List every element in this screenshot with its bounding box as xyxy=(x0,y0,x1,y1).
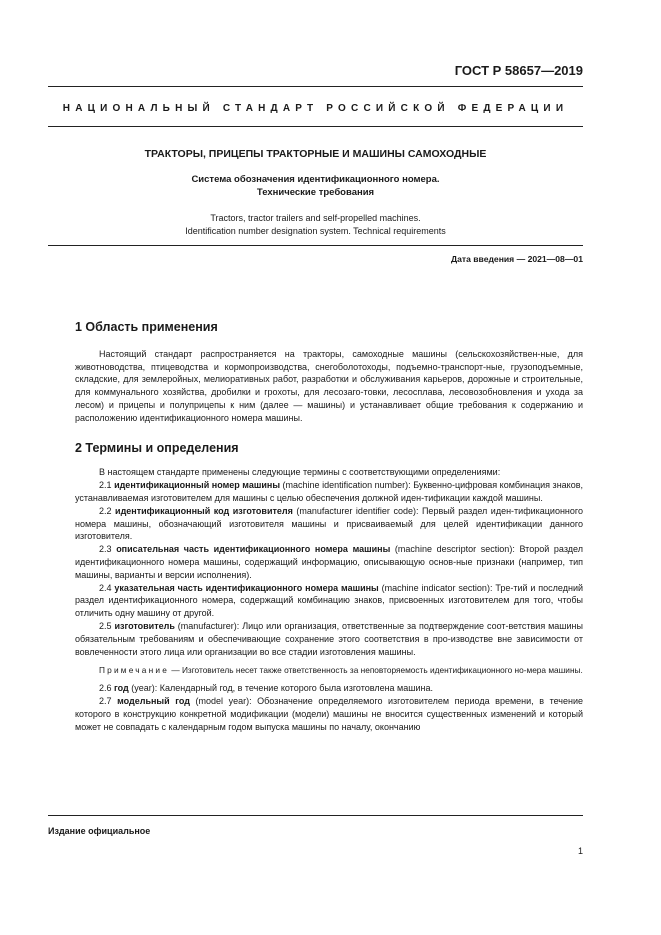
subtitle-line-2: Технические требования xyxy=(256,187,375,198)
term-number: 2.5 xyxy=(99,620,112,631)
term-name: идентификационный код изготовителя xyxy=(115,505,293,516)
section-1-text: Настоящий стандарт распространяется на тракторы, самоходные машины (сельскохозяйствен-ные, для животноводства, птицеводства и кормопроизводства, снегоболотоходы, подъемно-транспорт-ные, грузоподъемные, складские, для землеройных, мелиоративных работ, разработки и обслуживания карьеров, дорожные и строительные, для коммунального хозяйства, дробилки и грохоты, для лесозаго-товки, лесосплава, лесовозобновления и ухода за лесом) и прицепы и полуприцепы к ним (далее — машины) и устанавливает общие требования к содержанию и расположению идентификационного номера машины. xyxy=(75,348,583,423)
title-rule xyxy=(48,126,583,127)
document-title: ТРАКТОРЫ, ПРИЦЕПЫ ТРАКТОРНЫЕ И МАШИНЫ САМОХОДНЫЕ xyxy=(144,148,487,160)
term-name: модельный год xyxy=(117,696,190,707)
term-number: 2.3 xyxy=(99,544,112,555)
term-text: (machine descriptor section): Второй раздел идентификационного номера машины, содержащий информацию, описывающую основ-ные признаки (например, тип машины, варианты и версии исполнения). xyxy=(75,544,583,580)
document-body xyxy=(75,321,583,734)
terms-list-continued xyxy=(75,682,583,733)
section-1-heading: 1 Область применения xyxy=(75,320,218,334)
term-definition xyxy=(75,620,583,658)
term-text: (manufacturer): Лицо или организация, ответственные за подтверждение соот-ветствия машины обязательным требованиям и обеспечивающие сохранение этого соответствия в про-изводстве вне зависимости от вовлеченности этого лица или организации во все стадии изготовления машины. xyxy=(75,620,583,657)
term-number: 2.1 xyxy=(99,480,112,491)
standard-code: ГОСТ Р 58657—2019 xyxy=(454,63,583,78)
term-definition xyxy=(75,582,583,620)
term-number: 2.6 xyxy=(99,683,112,694)
document-subtitle xyxy=(48,173,583,199)
term-name: изготовитель xyxy=(114,620,175,631)
term-number: 2.4 xyxy=(99,582,112,593)
term-number: 2.7 xyxy=(99,696,112,707)
term-name: идентификационный номер машины xyxy=(114,480,281,491)
date-rule xyxy=(48,245,583,246)
term-number: 2.2 xyxy=(99,505,112,516)
term-definition xyxy=(75,695,583,733)
terms-list xyxy=(75,479,583,658)
edition-label: Издание официальное xyxy=(48,826,151,836)
note xyxy=(75,664,583,676)
term-definition xyxy=(75,682,583,695)
note-text: — Изготовитель несет также ответственность за неповторяемость идентификационного но-мера машины. xyxy=(169,665,583,676)
term-name: описательная часть идентификационного номера машины xyxy=(116,544,391,555)
note-label: Примечание xyxy=(99,665,170,676)
intro-date: Дата введения — 2021—08—01 xyxy=(450,254,583,264)
term-text: (machine indicator section): Тре-тий и последний раздел идентификационного номера, содержащий комбинацию знаков, присвоенных изготовителем для того, чтобы отличить одну машину от другой. xyxy=(75,582,584,619)
top-rule xyxy=(48,86,583,87)
page-number: 1 xyxy=(577,846,583,856)
term-text: (machine identification number): Буквенно-цифровая комбинация знаков, устанавливаемая изготовителем для машины с целью обеспечения должной иден-тификации каждой машины. xyxy=(75,480,583,503)
english-title xyxy=(48,212,583,237)
section-2-heading: 2 Термины и определения xyxy=(75,440,239,455)
term-text: (manufacturer identifier code): Первый раздел иден-тификационного номера машины, обозначающий изготовителя машины и присваиваемый для целей идентификации данного изготовителя. xyxy=(75,505,583,542)
section-2-intro: В настоящем стандарте применены следующие термины с соответствующими определениями: xyxy=(99,467,501,478)
english-line-1: Tractors, tractor trailers and self-propelled machines. xyxy=(210,213,421,223)
term-name: год xyxy=(114,683,129,694)
term-definition xyxy=(75,479,583,505)
term-text: (model year): Обозначение определяемого изготовителем периода времени, в течение которого в конструкцию конкретной модификации (модели) машины не вносится существенных изменений и который может не совпадать с календарным годом выпуска машины по началу, окончанию xyxy=(75,696,584,732)
subtitle-line-1: Система обозначения идентификационного номера. xyxy=(191,174,440,185)
english-line-2: Identification number designation system. Technical requirements xyxy=(185,225,446,236)
term-text: (year): Календарный год, в течение которого была изготовлена машина. xyxy=(128,683,433,694)
term-definition xyxy=(75,505,583,543)
footer-rule xyxy=(48,815,583,816)
national-standard-title: НАЦИОНАЛЬНЫЙ СТАНДАРТ РОССИЙСКОЙ ФЕДЕРАЦИИ xyxy=(62,103,569,114)
term-name: указательная часть идентификационного номера машины xyxy=(114,582,379,593)
term-definition xyxy=(75,543,583,581)
